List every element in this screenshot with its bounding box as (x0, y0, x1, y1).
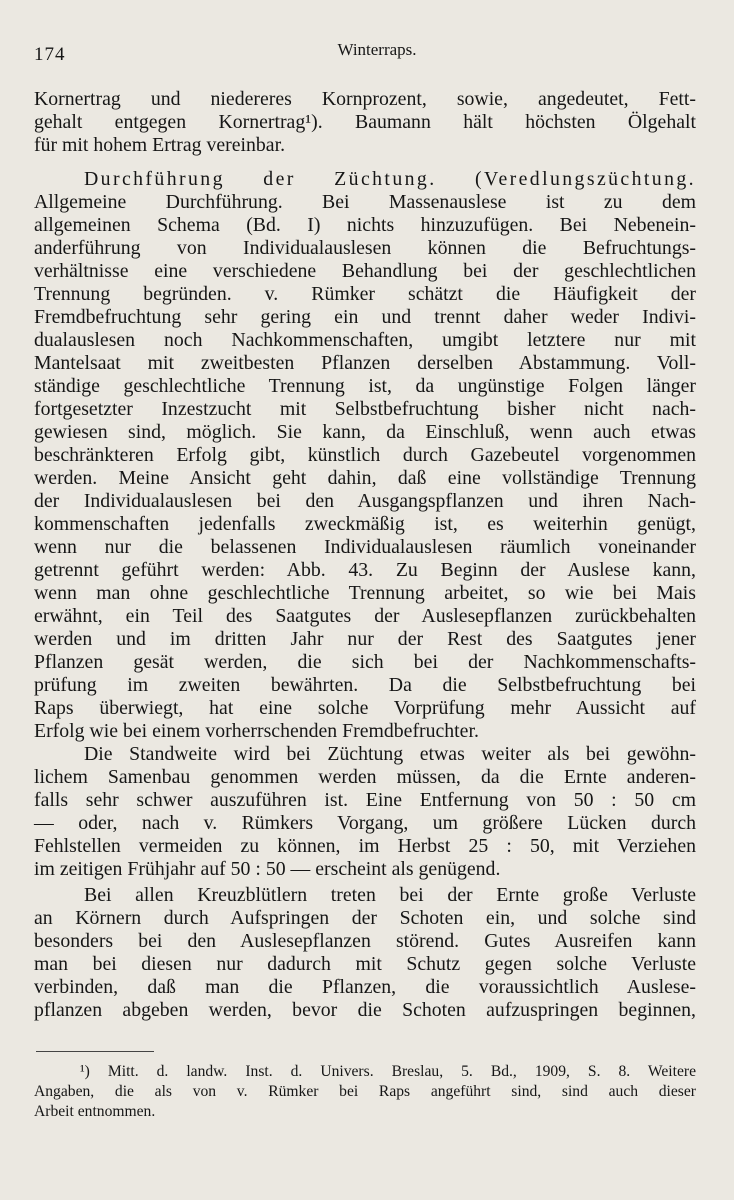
text-line: prüfung im zweiten bewährten. Da die Selbstbefruchtung bei (34, 674, 696, 696)
text-line: Kornertrag und niedereres Kornprozent, sowie, angedeutet, Fett- (34, 88, 696, 110)
text-line: erwähnt, ein Teil des Saatgutes der Auslesepflanzen zurückbehalten (34, 605, 696, 627)
text-line: getrennt geführt werden: Abb. 43. Zu Beginn der Auslese kann, (34, 559, 696, 581)
running-title: Winterraps. (337, 40, 417, 59)
text-line: man bei diesen nur dadurch mit Schutz gegen solche Verluste (34, 953, 696, 975)
text-line: allgemeinen Schema (Bd. I) nichts hinzuzufügen. Bei Nebenein- (34, 214, 696, 236)
text-line: der Individualauslesen bei den Ausgangspflanzen und ihren Nach- (34, 490, 696, 512)
text-line: werden. Meine Ansicht geht dahin, daß eine vollständige Trennung (34, 467, 696, 489)
text-line: Mantelsaat mit zweitbesten Pflanzen derselben Abstammung. Voll- (34, 352, 696, 374)
footnote-rule (36, 1051, 154, 1052)
text-line: an Körnern durch Aufspringen der Schoten ein, und solche sind (34, 907, 696, 929)
text-line: beschränkteren Erfolg gibt, künstlich durch Gazebeutel vorgenommen (34, 444, 696, 466)
text-line: gehalt entgegen Kornertrag¹). Baumann hält höchsten Ölgehalt (34, 111, 696, 133)
text-line: verhältnisse eine verschiedene Behandlung bei der geschlechtlichen (34, 260, 696, 282)
text-line: Erfolg wie bei einem vorherrschenden Fremdbefruchter. (34, 720, 479, 742)
section-heading-line: Durchführung der Züchtung. (Veredlungszüchtung. (84, 168, 696, 190)
text-line: gewiesen sind, möglich. Sie kann, da Einschluß, wenn auch etwas (34, 421, 696, 443)
running-head (34, 40, 700, 70)
text-line: fortgesetzter Inzestzucht mit Selbstbefruchtung bisher nicht nach- (34, 398, 696, 420)
text-line: verbinden, daß man die Pflanzen, die voraussichtlich Auslese- (34, 976, 696, 998)
text-line: Fehlstellen vermeiden zu können, im Herbst 25 : 50, mit Verziehen (34, 835, 696, 857)
text-line: Pflanzen gesät werden, die sich bei der Nachkommenschafts- (34, 651, 696, 673)
text-line: Trennung begründen. v. Rümker schätzt die Häufigkeit der (34, 283, 696, 305)
footnote-line: ¹) Mitt. d. landw. Inst. d. Univers. Breslau, 5. Bd., 1909, S. 8. Weitere (80, 1063, 696, 1080)
text-line: wenn man ohne geschlechtliche Trennung arbeitet, so wie bei Mais (34, 582, 696, 604)
text-line: im zeitigen Frühjahr auf 50 : 50 — erscheint als genügend. (34, 858, 501, 880)
text-line: Raps überwiegt, hat eine solche Vorprüfung mehr Aussicht auf (34, 697, 696, 719)
page-number: 174 (34, 44, 66, 65)
text-line: dualauslesen noch Nachkommenschaften, umgibt letztere nur mit (34, 329, 696, 351)
text-line: Die Standweite wird bei Züchtung etwas weiter als bei gewöhn- (84, 743, 696, 765)
footnote-line: Arbeit entnommen. (34, 1103, 156, 1120)
footnote-line: Angaben, die als von v. Rümker bei Raps angeführt sind, sind auch dieser (34, 1083, 696, 1100)
text-line: ständige geschlechtliche Trennung ist, da ungünstige Folgen länger (34, 375, 696, 397)
text-line: lichem Samenbau genommen werden müssen, da die Ernte anderen- (34, 766, 696, 788)
text-line: kommenschaften jedenfalls zweckmäßig ist, es weiterhin genügt, (34, 513, 696, 535)
text-line: werden und im dritten Jahr nur der Rest des Saatgutes jener (34, 628, 696, 650)
text-line: wenn nur die belassenen Individualauslesen räumlich voneinander (34, 536, 696, 558)
text-line: für mit hohem Ertrag vereinbar. (34, 134, 286, 156)
text-line: Allgemeine Durchführung. Bei Massenauslese ist zu dem (34, 191, 696, 213)
text-line: — oder, nach v. Rümkers Vorgang, um größere Lücken durch (34, 812, 696, 834)
text-line: falls sehr schwer auszuführen ist. Eine Entfernung von 50 : 50 cm (34, 789, 696, 811)
text-line: Fremdbefruchtung sehr gering ein und trennt daher weder Indivi- (34, 306, 696, 328)
text-line: besonders bei den Auslesepflanzen störend. Gutes Ausreifen kann (34, 930, 696, 952)
text-line: anderführung von Individualauslesen können die Befruchtungs- (34, 237, 696, 259)
text-line: pflanzen abgeben werden, bevor die Schoten aufzuspringen beginnen, (34, 999, 696, 1021)
text-line: Bei allen Kreuzblütlern treten bei der Ernte große Verluste (84, 884, 696, 906)
